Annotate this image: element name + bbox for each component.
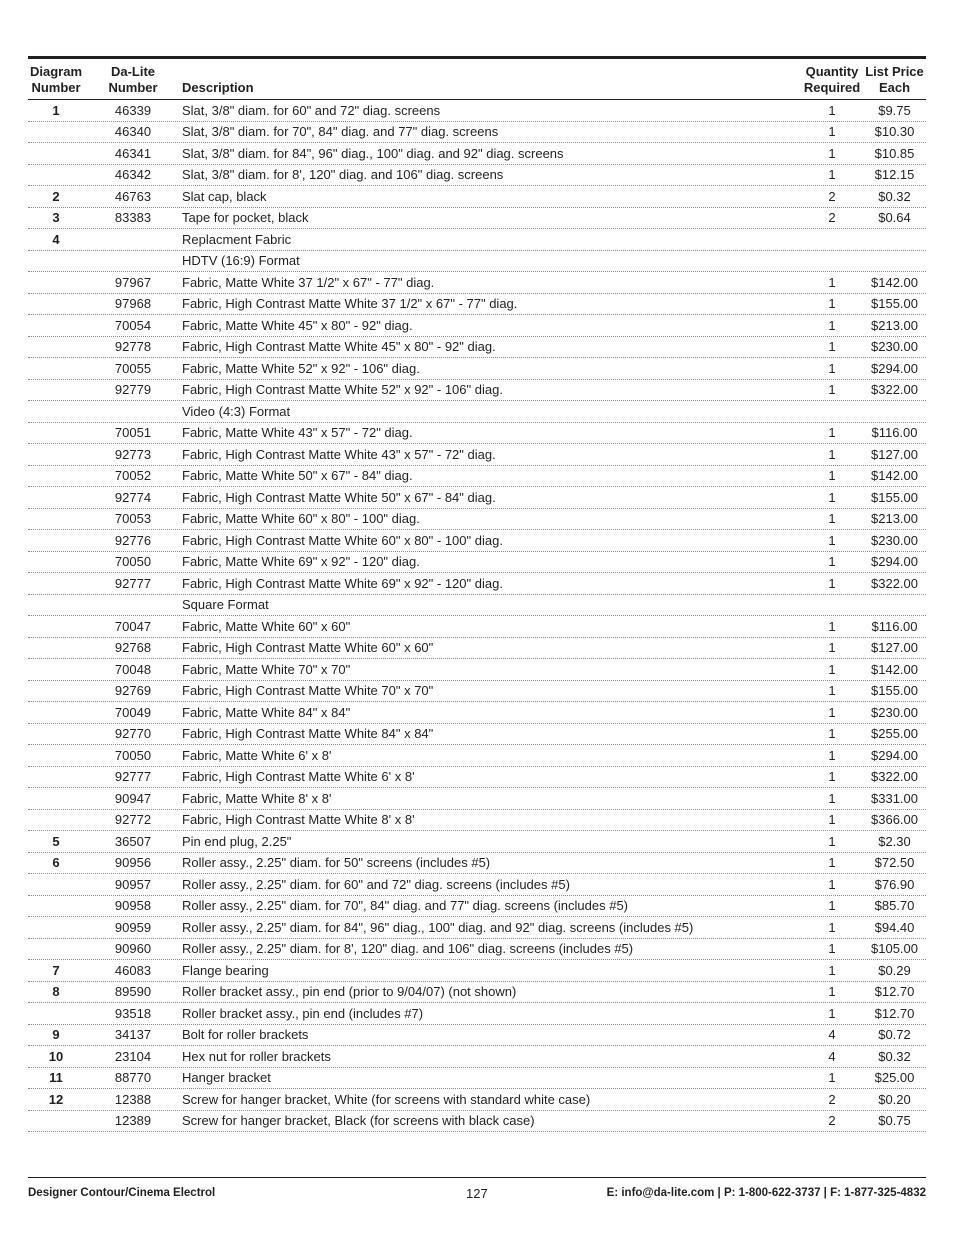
cell-dalite-number: 93518 bbox=[114, 1005, 152, 1021]
cell-description: Roller assy., 2.25" diam. for 50" screens (includes #5) bbox=[182, 855, 491, 871]
cell-quantity: 1 bbox=[828, 812, 836, 828]
cell-description: Square Format bbox=[182, 597, 269, 613]
table-row bbox=[28, 251, 926, 273]
cell-quantity: 4 bbox=[828, 1027, 836, 1043]
header-price bbox=[863, 64, 926, 99]
cell-dalite-number: 92777 bbox=[114, 575, 152, 591]
cell-dalite-number: 46341 bbox=[114, 145, 152, 161]
cell-description: Fabric, High Contrast Matte White 69" x 92" - 120" diag. bbox=[182, 575, 503, 591]
cell-diagram-number: 9 bbox=[52, 1027, 60, 1043]
cell-price: $142.00 bbox=[871, 468, 918, 484]
cell-description: Roller assy., 2.25" diam. for 70", 84" diag. and 77" diag. screens (includes #5) bbox=[182, 898, 629, 914]
cell-dalite-number: 92770 bbox=[114, 726, 152, 742]
cell-description: Fabric, Matte White 6' x 8' bbox=[182, 747, 332, 763]
cell-quantity: 1 bbox=[828, 962, 836, 978]
cell-diagram-number: 3 bbox=[52, 210, 60, 226]
cell-price: $230.00 bbox=[871, 532, 918, 548]
table-row bbox=[28, 143, 926, 165]
footer-product: Designer Contour/Cinema Electrol bbox=[28, 1187, 216, 1199]
cell-quantity: 1 bbox=[828, 876, 836, 892]
table-row bbox=[28, 122, 926, 144]
cell-price: $127.00 bbox=[871, 640, 918, 656]
page-number: 127 bbox=[466, 1186, 488, 1201]
cell-description: Fabric, Matte White 50" x 67" - 84" diag. bbox=[182, 468, 413, 484]
cell-price: $0.29 bbox=[878, 962, 911, 978]
table-row bbox=[28, 745, 926, 767]
cell-description: Hanger bracket bbox=[182, 1070, 271, 1086]
cell-description: Fabric, Matte White 52" x 92" - 106" diag. bbox=[182, 360, 420, 376]
cell-description: Fabric, Matte White 60" x 80" - 100" diag. bbox=[182, 511, 420, 527]
table-row bbox=[28, 767, 926, 789]
cell-price: $116.00 bbox=[871, 618, 918, 634]
cell-price: $294.00 bbox=[871, 554, 918, 570]
table-row bbox=[28, 1111, 926, 1133]
cell-price: $10.30 bbox=[874, 124, 915, 140]
cell-dalite-number: 92774 bbox=[114, 489, 152, 505]
cell-price: $127.00 bbox=[871, 446, 918, 462]
cell-dalite-number: 92768 bbox=[114, 640, 152, 656]
table-row bbox=[28, 724, 926, 746]
table-row bbox=[28, 186, 926, 208]
table-row bbox=[28, 616, 926, 638]
cell-dalite-number: 92779 bbox=[114, 382, 152, 398]
cell-description: Fabric, High Contrast Matte White 60" x 80" - 100" diag. bbox=[182, 532, 503, 548]
footer-contact: E: info@da-lite.com | P: 1-800-622-3737 | F: 1-877-325-4832 bbox=[606, 1187, 926, 1199]
cell-description: Roller assy., 2.25" diam. for 84", 96" diag., 100" diag. and 92" diag. screens (includes #5) bbox=[182, 919, 694, 935]
cell-quantity: 1 bbox=[828, 984, 836, 1000]
cell-description: Slat, 3/8" diam. for 8', 120" diag. and 106" diag. screens bbox=[182, 167, 504, 183]
cell-dalite-number: 46339 bbox=[114, 102, 152, 118]
table-row bbox=[28, 165, 926, 187]
cell-price: $230.00 bbox=[871, 339, 918, 355]
cell-price: $105.00 bbox=[871, 941, 918, 957]
cell-quantity: 1 bbox=[828, 704, 836, 720]
page-footer bbox=[28, 1177, 926, 1199]
cell-price: $322.00 bbox=[871, 382, 918, 398]
cell-description: Tape for pocket, black bbox=[182, 210, 309, 226]
table-row bbox=[28, 466, 926, 488]
cell-description: Screw for hanger bracket, White (for screens with standard white case) bbox=[182, 1091, 591, 1107]
table-row bbox=[28, 380, 926, 402]
table-row bbox=[28, 1025, 926, 1047]
cell-dalite-number: 92772 bbox=[114, 812, 152, 828]
cell-dalite-number: 12389 bbox=[114, 1113, 152, 1129]
cell-quantity: 1 bbox=[828, 339, 836, 355]
cell-dalite-number: 90957 bbox=[114, 876, 152, 892]
cell-diagram-number: 1 bbox=[52, 102, 60, 118]
table-row bbox=[28, 595, 926, 617]
cell-diagram-number: 11 bbox=[49, 1070, 63, 1086]
cell-description: Roller bracket assy., pin end (prior to 9/04/07) (not shown) bbox=[182, 984, 517, 1000]
cell-quantity: 1 bbox=[828, 661, 836, 677]
cell-quantity: 1 bbox=[828, 575, 836, 591]
cell-price: $94.40 bbox=[874, 919, 915, 935]
cell-description: Fabric, High Contrast Matte White 70" x 70" bbox=[182, 683, 434, 699]
cell-price: $0.64 bbox=[878, 210, 911, 226]
cell-dalite-number: 83383 bbox=[114, 210, 152, 226]
cell-description: Fabric, High Contrast Matte White 84" x 84" bbox=[182, 726, 434, 742]
cell-description: Fabric, Matte White 43" x 57" - 72" diag. bbox=[182, 425, 413, 441]
cell-description: Fabric, High Contrast Matte White 6' x 8' bbox=[182, 769, 415, 785]
cell-description: Pin end plug, 2.25" bbox=[182, 833, 292, 849]
cell-quantity: 1 bbox=[828, 790, 836, 806]
cell-description: Fabric, Matte White 37 1/2" x 67" - 77" diag. bbox=[182, 274, 435, 290]
cell-quantity: 1 bbox=[828, 124, 836, 140]
table-row bbox=[28, 638, 926, 660]
cell-description: Fabric, Matte White 70" x 70" bbox=[182, 661, 351, 677]
cell-price: $255.00 bbox=[871, 726, 918, 742]
table-row bbox=[28, 939, 926, 961]
table-row bbox=[28, 659, 926, 681]
cell-price: $12.70 bbox=[874, 984, 915, 1000]
cell-price: $2.30 bbox=[878, 833, 911, 849]
cell-price: $0.32 bbox=[878, 188, 911, 204]
cell-quantity: 1 bbox=[828, 360, 836, 376]
cell-price: $116.00 bbox=[871, 425, 918, 441]
cell-description: Fabric, High Contrast Matte White 8' x 8' bbox=[182, 812, 415, 828]
cell-dalite-number: 70055 bbox=[114, 360, 152, 376]
cell-diagram-number: 4 bbox=[52, 231, 60, 247]
cell-dalite-number: 89590 bbox=[114, 984, 152, 1000]
cell-quantity: 1 bbox=[828, 554, 836, 570]
table-row bbox=[28, 487, 926, 509]
cell-diagram-number: 8 bbox=[52, 984, 60, 1000]
cell-price: $294.00 bbox=[871, 360, 918, 376]
parts-list bbox=[28, 56, 926, 1132]
cell-dalite-number: 70047 bbox=[114, 618, 152, 634]
cell-diagram-number: 2 bbox=[52, 188, 60, 204]
cell-description: Flange bearing bbox=[182, 962, 269, 978]
cell-quantity: 1 bbox=[828, 167, 836, 183]
cell-quantity: 4 bbox=[828, 1048, 836, 1064]
cell-price: $294.00 bbox=[871, 747, 918, 763]
cell-description: Roller bracket assy., pin end (includes #7) bbox=[182, 1005, 424, 1021]
cell-dalite-number: 46342 bbox=[114, 167, 152, 183]
cell-dalite-number: 12388 bbox=[114, 1091, 152, 1107]
cell-description: Fabric, High Contrast Matte White 45" x 80" - 92" diag. bbox=[182, 339, 496, 355]
table-row bbox=[28, 337, 926, 359]
cell-dalite-number: 88770 bbox=[114, 1070, 152, 1086]
table-row bbox=[28, 315, 926, 337]
table-header bbox=[28, 59, 926, 100]
cell-dalite-number: 92777 bbox=[114, 769, 152, 785]
cell-quantity: 1 bbox=[828, 1005, 836, 1021]
table-row bbox=[28, 509, 926, 531]
cell-dalite-number: 46083 bbox=[114, 962, 152, 978]
cell-price: $230.00 bbox=[871, 704, 918, 720]
cell-description: Roller assy., 2.25" diam. for 8', 120" diag. and 106" diag. screens (includes #5) bbox=[182, 941, 634, 957]
cell-quantity: 1 bbox=[828, 274, 836, 290]
table-row bbox=[28, 810, 926, 832]
cell-price: $0.72 bbox=[878, 1027, 911, 1043]
cell-price: $12.70 bbox=[874, 1005, 915, 1021]
cell-description: Bolt for roller brackets bbox=[182, 1027, 309, 1043]
cell-dalite-number: 70050 bbox=[114, 747, 152, 763]
cell-price: $0.20 bbox=[878, 1091, 911, 1107]
cell-quantity: 1 bbox=[828, 102, 836, 118]
table-row bbox=[28, 272, 926, 294]
table-row bbox=[28, 552, 926, 574]
cell-dalite-number: 70052 bbox=[114, 468, 152, 484]
header-quantity-line2: Required bbox=[803, 80, 861, 95]
cell-quantity: 1 bbox=[828, 683, 836, 699]
cell-dalite-number: 97967 bbox=[114, 274, 152, 290]
table-row bbox=[28, 423, 926, 445]
table-row bbox=[28, 853, 926, 875]
cell-description: Fabric, High Contrast Matte White 60" x 60" bbox=[182, 640, 434, 656]
cell-price: $155.00 bbox=[871, 489, 918, 505]
cell-quantity: 1 bbox=[828, 618, 836, 634]
cell-price: $331.00 bbox=[871, 790, 918, 806]
cell-price: $76.90 bbox=[874, 876, 915, 892]
cell-dalite-number: 70051 bbox=[114, 425, 152, 441]
header-dalite-number bbox=[84, 64, 182, 99]
cell-dalite-number: 70048 bbox=[114, 661, 152, 677]
header-price-line2: Each bbox=[878, 80, 911, 95]
cell-description: Fabric, Matte White 69" x 92" - 120" diag. bbox=[182, 554, 420, 570]
cell-description: Fabric, Matte White 84" x 84" bbox=[182, 704, 351, 720]
cell-dalite-number: 70050 bbox=[114, 554, 152, 570]
cell-price: $322.00 bbox=[871, 769, 918, 785]
table-row bbox=[28, 1089, 926, 1111]
cell-dalite-number: 92776 bbox=[114, 532, 152, 548]
cell-price: $213.00 bbox=[871, 511, 918, 527]
table-row bbox=[28, 358, 926, 380]
cell-quantity: 1 bbox=[828, 855, 836, 871]
cell-quantity: 1 bbox=[828, 726, 836, 742]
cell-quantity: 1 bbox=[828, 769, 836, 785]
cell-description: Slat, 3/8" diam. for 70", 84" diag. and 77" diag. screens bbox=[182, 124, 499, 140]
cell-quantity: 2 bbox=[828, 1113, 836, 1129]
cell-description: Roller assy., 2.25" diam. for 60" and 72" diag. screens (includes #5) bbox=[182, 876, 570, 892]
cell-dalite-number: 92773 bbox=[114, 446, 152, 462]
cell-description: Fabric, Matte White 45" x 80" - 92" diag. bbox=[182, 317, 413, 333]
header-description-label: Description bbox=[182, 80, 254, 95]
cell-dalite-number: 97968 bbox=[114, 296, 152, 312]
cell-diagram-number: 7 bbox=[52, 962, 60, 978]
header-diagram-line2: Number bbox=[31, 80, 81, 95]
cell-description: Fabric, High Contrast Matte White 43" x 57" - 72" diag. bbox=[182, 446, 496, 462]
cell-description: Fabric, High Contrast Matte White 50" x 67" - 84" diag. bbox=[182, 489, 496, 505]
cell-price: $366.00 bbox=[871, 812, 918, 828]
cell-price: $155.00 bbox=[871, 296, 918, 312]
table-row bbox=[28, 1068, 926, 1090]
cell-price: $0.32 bbox=[878, 1048, 911, 1064]
table-row bbox=[28, 917, 926, 939]
table-row bbox=[28, 681, 926, 703]
cell-dalite-number: 70054 bbox=[114, 317, 152, 333]
cell-quantity: 1 bbox=[828, 317, 836, 333]
cell-quantity: 1 bbox=[828, 1070, 836, 1086]
cell-price: $9.75 bbox=[878, 102, 911, 118]
cell-price: $322.00 bbox=[871, 575, 918, 591]
cell-price: $142.00 bbox=[871, 274, 918, 290]
cell-quantity: 2 bbox=[828, 210, 836, 226]
header-quantity-line1: Quantity bbox=[805, 64, 859, 79]
cell-dalite-number: 46340 bbox=[114, 124, 152, 140]
header-dalite-line2: Number bbox=[108, 80, 158, 95]
cell-quantity: 1 bbox=[828, 532, 836, 548]
cell-price: $0.75 bbox=[878, 1113, 911, 1129]
cell-description: HDTV (16:9) Format bbox=[182, 253, 300, 269]
cell-diagram-number: 6 bbox=[52, 855, 60, 871]
table-row bbox=[28, 982, 926, 1004]
table-row bbox=[28, 229, 926, 251]
cell-diagram-number: 5 bbox=[52, 833, 60, 849]
cell-description: Replacment Fabric bbox=[182, 231, 292, 247]
table-row bbox=[28, 573, 926, 595]
table-row bbox=[28, 294, 926, 316]
cell-dalite-number: 90956 bbox=[114, 855, 152, 871]
cell-description: Slat, 3/8" diam. for 60" and 72" diag. screens bbox=[182, 102, 441, 118]
table-row bbox=[28, 874, 926, 896]
cell-description: Slat cap, black bbox=[182, 188, 267, 204]
cell-description: Screw for hanger bracket, Black (for screens with black case) bbox=[182, 1113, 535, 1129]
cell-dalite-number: 92778 bbox=[114, 339, 152, 355]
table-row bbox=[28, 1046, 926, 1068]
header-quantity bbox=[801, 64, 863, 99]
header-diagram-line1: Diagram bbox=[29, 64, 83, 79]
cell-description: Fabric, Matte White 60" x 60" bbox=[182, 618, 351, 634]
cell-price: $85.70 bbox=[874, 898, 915, 914]
table-row bbox=[28, 530, 926, 552]
cell-quantity: 1 bbox=[828, 747, 836, 763]
table-row bbox=[28, 1003, 926, 1025]
cell-description: Fabric, Matte White 8' x 8' bbox=[182, 790, 332, 806]
cell-quantity: 2 bbox=[828, 1091, 836, 1107]
cell-dalite-number: 90947 bbox=[114, 790, 152, 806]
table-row bbox=[28, 788, 926, 810]
cell-description: Slat, 3/8" diam. for 84", 96" diag., 100" diag. and 92" diag. screens bbox=[182, 145, 564, 161]
cell-quantity: 2 bbox=[828, 188, 836, 204]
cell-dalite-number: 46763 bbox=[114, 188, 152, 204]
cell-quantity: 1 bbox=[828, 941, 836, 957]
cell-quantity: 1 bbox=[828, 296, 836, 312]
cell-quantity: 1 bbox=[828, 468, 836, 484]
cell-quantity: 1 bbox=[828, 898, 836, 914]
cell-dalite-number: 90960 bbox=[114, 941, 152, 957]
table-row bbox=[28, 960, 926, 982]
table-row bbox=[28, 896, 926, 918]
cell-dalite-number: 70053 bbox=[114, 511, 152, 527]
header-price-line1: List Price bbox=[865, 64, 924, 79]
cell-quantity: 1 bbox=[828, 640, 836, 656]
table-row bbox=[28, 208, 926, 230]
header-description bbox=[182, 80, 801, 99]
cell-quantity: 1 bbox=[828, 511, 836, 527]
cell-diagram-number: 12 bbox=[48, 1091, 64, 1107]
cell-dalite-number: 90958 bbox=[114, 898, 152, 914]
cell-description: Hex nut for roller brackets bbox=[182, 1048, 331, 1064]
table-row bbox=[28, 444, 926, 466]
cell-dalite-number: 92769 bbox=[114, 683, 152, 699]
cell-description: Fabric, High Contrast Matte White 52" x 92" - 106" diag. bbox=[182, 382, 503, 398]
cell-price: $25.00 bbox=[874, 1070, 915, 1086]
cell-price: $72.50 bbox=[874, 855, 915, 871]
cell-quantity: 1 bbox=[828, 489, 836, 505]
table-row bbox=[28, 702, 926, 724]
table-body bbox=[28, 100, 926, 1132]
cell-quantity: 1 bbox=[828, 919, 836, 935]
cell-quantity: 1 bbox=[828, 425, 836, 441]
cell-dalite-number: 23104 bbox=[114, 1048, 152, 1064]
cell-diagram-number: 10 bbox=[48, 1048, 64, 1064]
cell-quantity: 1 bbox=[828, 446, 836, 462]
cell-quantity: 1 bbox=[828, 833, 836, 849]
cell-dalite-number: 90959 bbox=[114, 919, 152, 935]
cell-description: Fabric, High Contrast Matte White 37 1/2" x 67" - 77" diag. bbox=[182, 296, 518, 312]
cell-price: $213.00 bbox=[871, 317, 918, 333]
cell-price: $142.00 bbox=[871, 661, 918, 677]
header-dalite-line1: Da-Lite bbox=[110, 64, 156, 79]
table-row bbox=[28, 401, 926, 423]
cell-quantity: 1 bbox=[828, 382, 836, 398]
cell-description: Video (4:3) Format bbox=[182, 403, 291, 419]
cell-price: $12.15 bbox=[874, 167, 915, 183]
cell-dalite-number: 34137 bbox=[114, 1027, 152, 1043]
cell-price: $10.85 bbox=[874, 145, 915, 161]
table-row bbox=[28, 100, 926, 122]
cell-dalite-number: 36507 bbox=[114, 833, 152, 849]
cell-dalite-number: 70049 bbox=[114, 704, 152, 720]
cell-price: $155.00 bbox=[871, 683, 918, 699]
cell-quantity: 1 bbox=[828, 145, 836, 161]
header-diagram-number bbox=[28, 64, 84, 99]
table-row bbox=[28, 831, 926, 853]
